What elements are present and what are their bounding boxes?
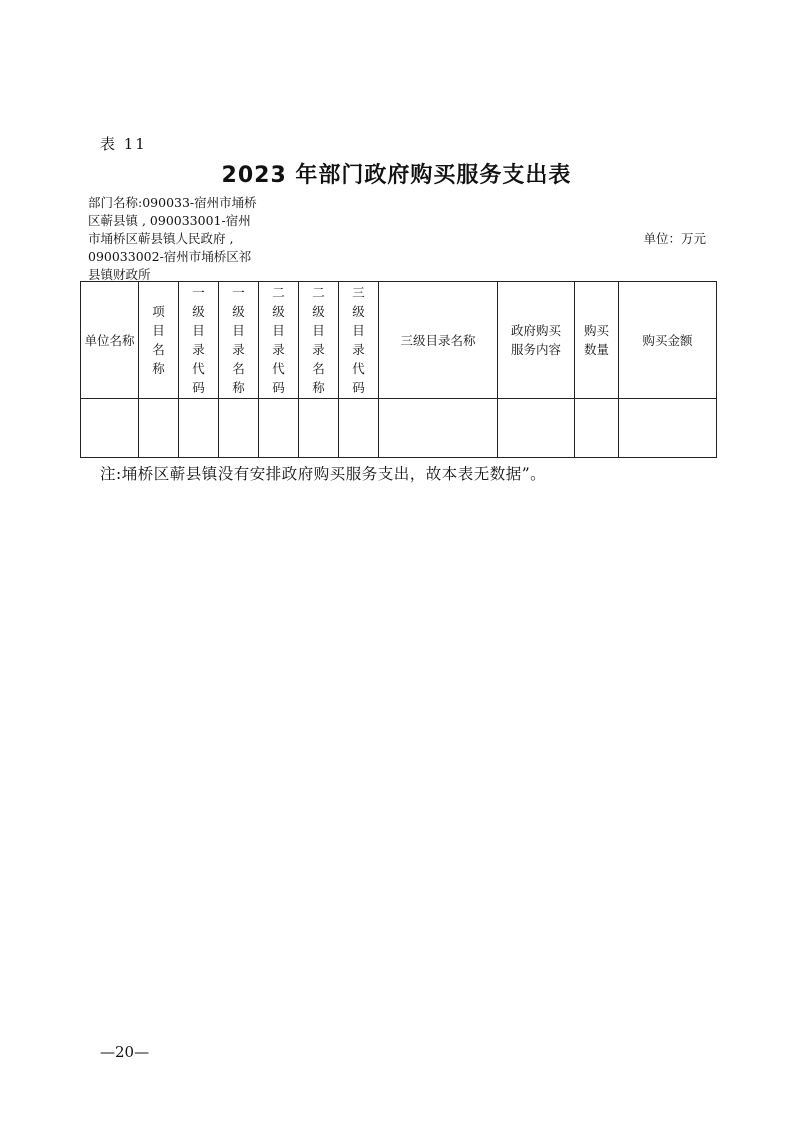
table-cell: [498, 399, 575, 458]
table-cell: [179, 399, 219, 458]
header-level1-code: 一级目录代码: [179, 282, 219, 399]
expenditure-table: [80, 281, 717, 458]
table-cell: [299, 399, 339, 458]
header-unit-name: 单位名称: [81, 282, 139, 399]
table-cell: [575, 399, 619, 458]
page-title: 2023 年部门政府购买服务支出表: [221, 163, 572, 188]
header-service-content: 政府购买服务内容: [498, 282, 575, 399]
header-level2-code: 二级目录代码: [259, 282, 299, 399]
header-level3-code: 三级目录代码: [339, 282, 379, 399]
table-cell: [619, 399, 717, 458]
table-cell: [339, 399, 379, 458]
header-level1-name: 一级目录名称: [219, 282, 259, 399]
page-number: —20—: [100, 1043, 150, 1061]
table-row: [81, 399, 717, 458]
header-level3-name: 三级目录名称: [379, 282, 498, 399]
unit-label: 单位：万元: [643, 231, 706, 246]
header-amount: 购买金额: [619, 282, 717, 399]
table-cell: [81, 399, 139, 458]
table-cell: [219, 399, 259, 458]
department-name: 部门名称:090033-宿州市埇桥区蕲县镇 , 090033001-宿州市埇桥区蕲县镇人民政府 , 090033002-宿州市埇桥区祁县镇财政所: [88, 195, 257, 282]
table-cell: [139, 399, 179, 458]
header-project-name: 项目名称: [139, 282, 179, 399]
table-cell: [379, 399, 498, 458]
table-label: 表 11: [100, 135, 147, 153]
table-note: 注:埇桥区蕲县镇没有安排政府购买服务支出，故本表无数据”。: [100, 465, 547, 483]
header-quantity: 购买数量: [575, 282, 619, 399]
table-cell: [259, 399, 299, 458]
table-header-row: [81, 282, 717, 399]
header-level2-name: 二级目录名称: [299, 282, 339, 399]
